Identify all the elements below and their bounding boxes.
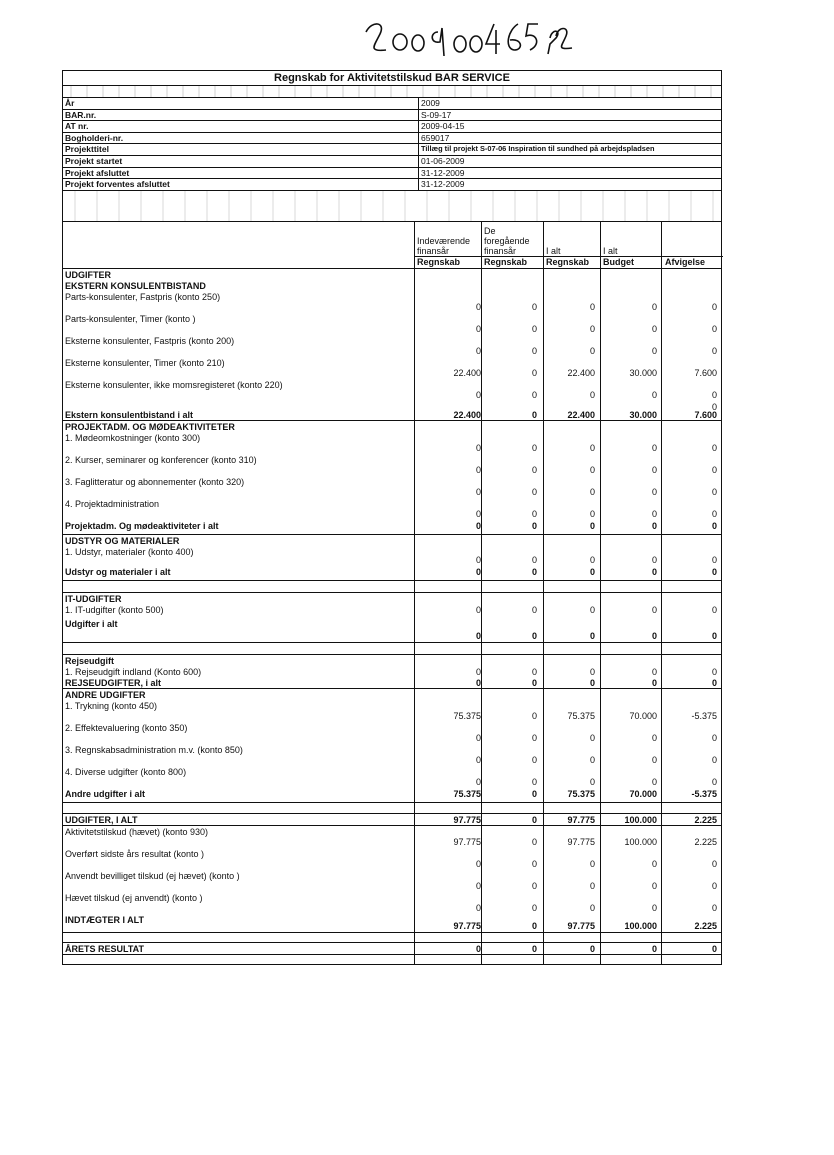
- row-value: 0: [651, 442, 657, 453]
- header-sub-regnskab-3: Regnskab: [546, 256, 590, 267]
- row-value: 0: [531, 486, 537, 497]
- row-value: 0: [651, 880, 657, 891]
- ledger-row: [63, 722, 721, 744]
- row-label: INDTÆGTER I ALT: [65, 914, 144, 925]
- row-value: 0: [711, 858, 717, 869]
- row-value: 0: [711, 776, 717, 787]
- row-value: 0: [711, 677, 717, 688]
- row-value: 0: [651, 754, 657, 765]
- ledger-row: [63, 788, 721, 803]
- row-value: 0: [651, 677, 657, 688]
- row-value: 100.000: [624, 814, 657, 825]
- row-label: IT-UDGIFTER: [65, 593, 122, 604]
- column-divider: [600, 222, 601, 268]
- row-value: 0: [589, 323, 595, 334]
- ledger-row: [63, 943, 721, 955]
- row-label: Udstyr og materialer i alt: [65, 566, 171, 577]
- row-value: 30.000: [629, 409, 657, 420]
- row-value: 100.000: [624, 920, 657, 931]
- row-value: 0: [589, 508, 595, 519]
- row-value: 0: [589, 464, 595, 475]
- row-value: 0: [651, 389, 657, 400]
- row-value: 0: [589, 389, 595, 400]
- row-value: 0: [711, 566, 717, 577]
- row-label: ANDRE UDGIFTER: [65, 689, 146, 700]
- row-value: 0: [589, 858, 595, 869]
- row-value: 0: [711, 389, 717, 400]
- row-value: 0: [531, 858, 537, 869]
- row-label: UDSTYR OG MATERIALER: [65, 535, 180, 546]
- row-value: 0: [531, 520, 537, 531]
- row-value: 0: [531, 732, 537, 743]
- row-value: 0: [711, 943, 717, 954]
- row-label: REJSEUDGIFTER, i alt: [65, 677, 162, 688]
- row-value: 0: [531, 301, 537, 312]
- row-value: 0: [589, 486, 595, 497]
- row-value: 75.375: [567, 788, 595, 799]
- header-previous-years: De: [484, 225, 496, 236]
- row-label: Aktivitetstilskud (hævet) (konto 930): [65, 826, 209, 837]
- row-value: 0: [589, 345, 595, 356]
- ledger-row: [63, 689, 721, 700]
- row-value: 0: [531, 754, 537, 765]
- row-value: 0: [651, 554, 657, 565]
- row-value: 0: [531, 604, 537, 615]
- info-value: 31-12-2009: [421, 179, 465, 190]
- row-label: 4. Projektadministration: [65, 498, 160, 509]
- row-label: Projektadm. Og mødeaktiviteter i alt: [65, 520, 219, 531]
- row-value: 0: [651, 323, 657, 334]
- ledger-row: [63, 291, 721, 313]
- row-label: Udgifter i alt: [65, 618, 118, 629]
- ledger-row: [63, 421, 721, 432]
- row-label: 4. Diverse udgifter (konto 800): [65, 766, 187, 777]
- row-label: Rejseudgift: [65, 655, 115, 666]
- row-value: 0: [475, 754, 481, 765]
- row-value: 22.400: [453, 367, 481, 378]
- ledger-row: [63, 401, 721, 412]
- header-current-year-sub: finansår: [417, 245, 450, 256]
- ledger-row: [63, 566, 721, 581]
- row-value: 97.775: [567, 920, 595, 931]
- row-value: 0: [711, 401, 717, 412]
- info-key: Bogholderi-nr.: [63, 133, 419, 144]
- row-value: 0: [711, 666, 717, 677]
- row-value: 0: [651, 902, 657, 913]
- ledger-row: [63, 870, 721, 892]
- row-label: Parts-konsulenter, Timer (konto ): [65, 313, 196, 324]
- row-value: 0: [711, 508, 717, 519]
- row-value: 0: [589, 604, 595, 615]
- row-value: 22.400: [567, 367, 595, 378]
- row-value: 0: [589, 880, 595, 891]
- row-value: 0: [711, 754, 717, 765]
- row-value: 0: [651, 464, 657, 475]
- ledger-row: [63, 955, 721, 964]
- row-value: 2.225: [694, 836, 717, 847]
- row-value: -5.375: [691, 710, 717, 721]
- row-value: 70.000: [629, 788, 657, 799]
- row-value: 0: [531, 389, 537, 400]
- ledger-row: [63, 498, 721, 520]
- row-value: 0: [531, 710, 537, 721]
- row-value: 0: [589, 301, 595, 312]
- row-label: 2. Kurser, seminarer og konferencer (konto 310): [65, 454, 257, 465]
- row-value: 0: [651, 566, 657, 577]
- row-value: 0: [531, 464, 537, 475]
- ledger-row: [63, 357, 721, 379]
- row-value: 0: [531, 880, 537, 891]
- info-key: År: [63, 98, 419, 109]
- row-value: 0: [531, 666, 537, 677]
- row-value: 2.225: [694, 814, 717, 825]
- row-value: 0: [475, 508, 481, 519]
- row-label: UDGIFTER, I ALT: [65, 814, 138, 825]
- row-value: -5.375: [691, 788, 717, 799]
- row-value: 0: [589, 566, 595, 577]
- row-value: 0: [475, 677, 481, 688]
- row-value: 0: [531, 677, 537, 688]
- row-value: 0: [651, 301, 657, 312]
- ledger-row: [63, 454, 721, 476]
- row-label: 1. Rejseudgift indland (Konto 600): [65, 666, 202, 677]
- row-value: 22.400: [453, 409, 481, 420]
- row-value: 0: [475, 301, 481, 312]
- row-value: 0: [651, 858, 657, 869]
- row-value: 0: [711, 345, 717, 356]
- row-value: 0: [475, 554, 481, 565]
- row-label: PROJEKTADM. OG MØDEAKTIVITETER: [65, 421, 235, 432]
- row-label: 2. Effektevaluering (konto 350): [65, 722, 188, 733]
- info-section: [63, 98, 721, 191]
- row-value: 0: [475, 345, 481, 356]
- row-value: 0: [531, 367, 537, 378]
- row-value: 0: [475, 442, 481, 453]
- row-label: 3. Regnskabsadministration m.v. (konto 850): [65, 744, 243, 755]
- row-label: Hævet tilskud (ej anvendt) (konto ): [65, 892, 203, 903]
- ledger-row: [63, 655, 721, 666]
- ledger-row: [63, 803, 721, 814]
- row-value: 0: [475, 520, 481, 531]
- ledger-row: [63, 766, 721, 788]
- row-value: 0: [531, 554, 537, 565]
- scan-noise-band: [63, 86, 721, 98]
- header-sub-afvigelse: Afvigelse: [665, 256, 706, 267]
- row-value: 0: [531, 323, 537, 334]
- row-label: 1. Mødeomkostninger (konto 300): [65, 432, 201, 443]
- row-value: 0: [475, 902, 481, 913]
- row-value: 70.000: [629, 710, 657, 721]
- row-value: 0: [475, 880, 481, 891]
- row-label: Eksterne konsulenter, Fastpris (konto 200): [65, 335, 235, 346]
- row-value: 0: [589, 442, 595, 453]
- info-value: S-09-17: [421, 109, 452, 120]
- row-label: Parts-konsulenter, Fastpris (konto 250): [65, 291, 221, 302]
- ledger-row: [63, 313, 721, 335]
- row-value: 97.775: [453, 920, 481, 931]
- ledger-row: [63, 593, 721, 604]
- row-value: 22.400: [567, 409, 595, 420]
- row-value: 0: [711, 464, 717, 475]
- info-row-at-nr: [63, 121, 721, 133]
- info-value: 31-12-2009: [421, 167, 465, 178]
- ledger-row: [63, 335, 721, 357]
- row-value: 0: [651, 943, 657, 954]
- row-value: 0: [711, 486, 717, 497]
- row-label: EKSTERN KONSULENTBISTAND: [65, 280, 206, 291]
- row-value: 0: [531, 630, 537, 641]
- row-value: 0: [711, 554, 717, 565]
- ledger-row: [63, 744, 721, 766]
- row-value: 0: [531, 776, 537, 787]
- info-key: BAR.nr.: [63, 110, 419, 121]
- ledger-row: [63, 520, 721, 535]
- row-value: 0: [589, 943, 595, 954]
- row-value: 0: [711, 630, 717, 641]
- row-value: 0: [475, 776, 481, 787]
- info-value: Tillæg til projekt S-07-06 Inspiration til sundhed på arbejdspladsen: [421, 144, 655, 154]
- row-value: 0: [651, 345, 657, 356]
- ledger-row: [63, 677, 721, 689]
- row-value: 0: [711, 604, 717, 615]
- ledger-row: [63, 280, 721, 291]
- info-row-projekttitel: [63, 144, 721, 156]
- row-label: Eksterne konsulenter, ikke momsregisteret (konto 220): [65, 379, 283, 390]
- ledger-row: [63, 892, 721, 914]
- handwritten-number-drawing: [360, 14, 580, 60]
- row-label: Eksterne konsulenter, Timer (konto 210): [65, 357, 225, 368]
- row-label: Anvendt bevilliget tilskud (ej hævet) (konto ): [65, 870, 240, 881]
- row-value: 0: [711, 520, 717, 531]
- ledger-row: [63, 379, 721, 401]
- info-row-year: [63, 98, 721, 110]
- row-value: 75.375: [567, 710, 595, 721]
- row-value: 30.000: [629, 367, 657, 378]
- row-value: 0: [475, 389, 481, 400]
- ledger-row: [63, 409, 721, 421]
- row-value: 0: [651, 604, 657, 615]
- row-value: 0: [589, 554, 595, 565]
- row-value: 0: [711, 323, 717, 334]
- row-value: 0: [589, 520, 595, 531]
- info-key: Projekt forventes afsluttet: [63, 179, 419, 190]
- row-label: UDGIFTER: [65, 269, 111, 280]
- header-current-year: Indeværende: [417, 235, 471, 246]
- row-label: 3. Faglitteratur og abonnementer (konto 320): [65, 476, 245, 487]
- row-value: 0: [531, 836, 537, 847]
- handwritten-number: [360, 14, 580, 60]
- header-sub-regnskab-1: Regnskab: [417, 256, 461, 267]
- row-value: 0: [475, 323, 481, 334]
- row-value: 0: [475, 604, 481, 615]
- row-value: 0: [531, 508, 537, 519]
- header-previous-years-3: finansår: [484, 245, 517, 256]
- sheet-title: Regnskab for Aktivitetstilskud BAR SERVICE: [63, 71, 721, 86]
- row-value: 0: [531, 442, 537, 453]
- header-sub-budget: Budget: [603, 256, 634, 267]
- ledger-row: [63, 535, 721, 546]
- row-value: 0: [531, 409, 537, 420]
- row-value: 0: [711, 880, 717, 891]
- row-value: 0: [531, 345, 537, 356]
- info-key: AT nr.: [63, 121, 419, 132]
- scan-noise-block: [63, 191, 721, 222]
- row-value: 0: [711, 732, 717, 743]
- row-label: Overført sidste års resultat (konto ): [65, 848, 205, 859]
- row-label: Ekstern konsulentbistand i alt: [65, 409, 194, 420]
- row-value: 0: [651, 776, 657, 787]
- row-value: 0: [531, 814, 537, 825]
- row-value: 0: [531, 943, 537, 954]
- row-value: 7.600: [694, 409, 717, 420]
- column-divider: [481, 222, 482, 268]
- info-value: 01-06-2009: [421, 155, 465, 166]
- row-label: 1. Udstyr, materialer (konto 400): [65, 546, 194, 557]
- row-value: 0: [475, 630, 481, 641]
- row-value: 97.775: [567, 814, 595, 825]
- ledger-table: [63, 269, 721, 964]
- column-divider: [543, 222, 544, 268]
- header-sub-regnskab-2: Regnskab: [484, 256, 528, 267]
- row-value: 75.375: [453, 710, 481, 721]
- row-value: 0: [531, 920, 537, 931]
- ledger-row: [63, 432, 721, 454]
- row-value: 0: [589, 776, 595, 787]
- info-row-bogholderi-nr: [63, 133, 721, 145]
- ledger-row: [63, 700, 721, 722]
- row-value: 97.775: [567, 836, 595, 847]
- row-value: 0: [651, 486, 657, 497]
- ledger-row: [63, 476, 721, 498]
- row-value: 97.775: [453, 836, 481, 847]
- row-value: 0: [589, 732, 595, 743]
- row-value: 0: [475, 858, 481, 869]
- info-key: Projekt afsluttet: [63, 168, 419, 179]
- ledger-row: [63, 826, 721, 848]
- row-label: 1. IT-udgifter (konto 500): [65, 604, 164, 615]
- row-value: 0: [589, 677, 595, 688]
- header-total-budget: I alt: [603, 245, 618, 256]
- info-value: 2009: [421, 98, 440, 108]
- row-value: 0: [531, 788, 537, 799]
- ledger-row: [63, 618, 721, 643]
- ledger-row: [63, 848, 721, 870]
- row-value: 100.000: [624, 836, 657, 847]
- row-value: 0: [711, 301, 717, 312]
- row-value: 0: [475, 666, 481, 677]
- row-value: 0: [711, 902, 717, 913]
- info-key: Projekt startet: [63, 156, 419, 167]
- row-value: 75.375: [453, 788, 481, 799]
- row-label: Andre udgifter i alt: [65, 788, 146, 799]
- info-row-projekt-forventes-afsluttet: [63, 179, 721, 191]
- ledger-row: [63, 914, 721, 933]
- ledger-row: [63, 814, 721, 826]
- ledger-row: [63, 581, 721, 593]
- row-value: 0: [475, 943, 481, 954]
- row-value: 0: [651, 508, 657, 519]
- row-value: 0: [651, 666, 657, 677]
- ledger-row: [63, 604, 721, 618]
- row-label: 1. Trykning (konto 450): [65, 700, 158, 711]
- row-value: 0: [651, 520, 657, 531]
- info-key: Projekttitel: [63, 144, 419, 155]
- header-previous-years-2: foregående: [484, 235, 530, 246]
- ledger-row: [63, 269, 721, 280]
- row-value: 0: [531, 566, 537, 577]
- row-value: 0: [711, 442, 717, 453]
- info-row-projekt-startet: [63, 156, 721, 168]
- row-value: 0: [589, 754, 595, 765]
- row-value: 97.775: [453, 814, 481, 825]
- row-value: 0: [651, 630, 657, 641]
- info-row-projekt-afsluttet: [63, 168, 721, 180]
- column-header: [63, 222, 721, 269]
- row-value: 0: [475, 566, 481, 577]
- info-row-bar-nr: [63, 110, 721, 122]
- info-value: 659017: [421, 132, 450, 143]
- row-value: 0: [475, 732, 481, 743]
- row-label: ÅRETS RESULTAT: [65, 943, 144, 954]
- row-value: 7.600: [694, 367, 717, 378]
- row-value: 0: [589, 902, 595, 913]
- row-value: 0: [589, 630, 595, 641]
- accounting-sheet: [62, 70, 722, 965]
- row-value: 0: [651, 732, 657, 743]
- row-value: 2.225: [694, 920, 717, 931]
- info-value: 2009-04-15: [421, 121, 465, 132]
- ledger-row: [63, 643, 721, 655]
- ledger-row: [63, 666, 721, 677]
- ledger-row: [63, 933, 721, 943]
- column-divider: [414, 222, 415, 268]
- row-value: 0: [475, 464, 481, 475]
- ledger-row: [63, 546, 721, 566]
- row-value: 0: [531, 902, 537, 913]
- row-value: 0: [475, 486, 481, 497]
- header-total-actual: I alt: [546, 245, 561, 256]
- row-value: 0: [589, 666, 595, 677]
- column-divider: [661, 222, 662, 268]
